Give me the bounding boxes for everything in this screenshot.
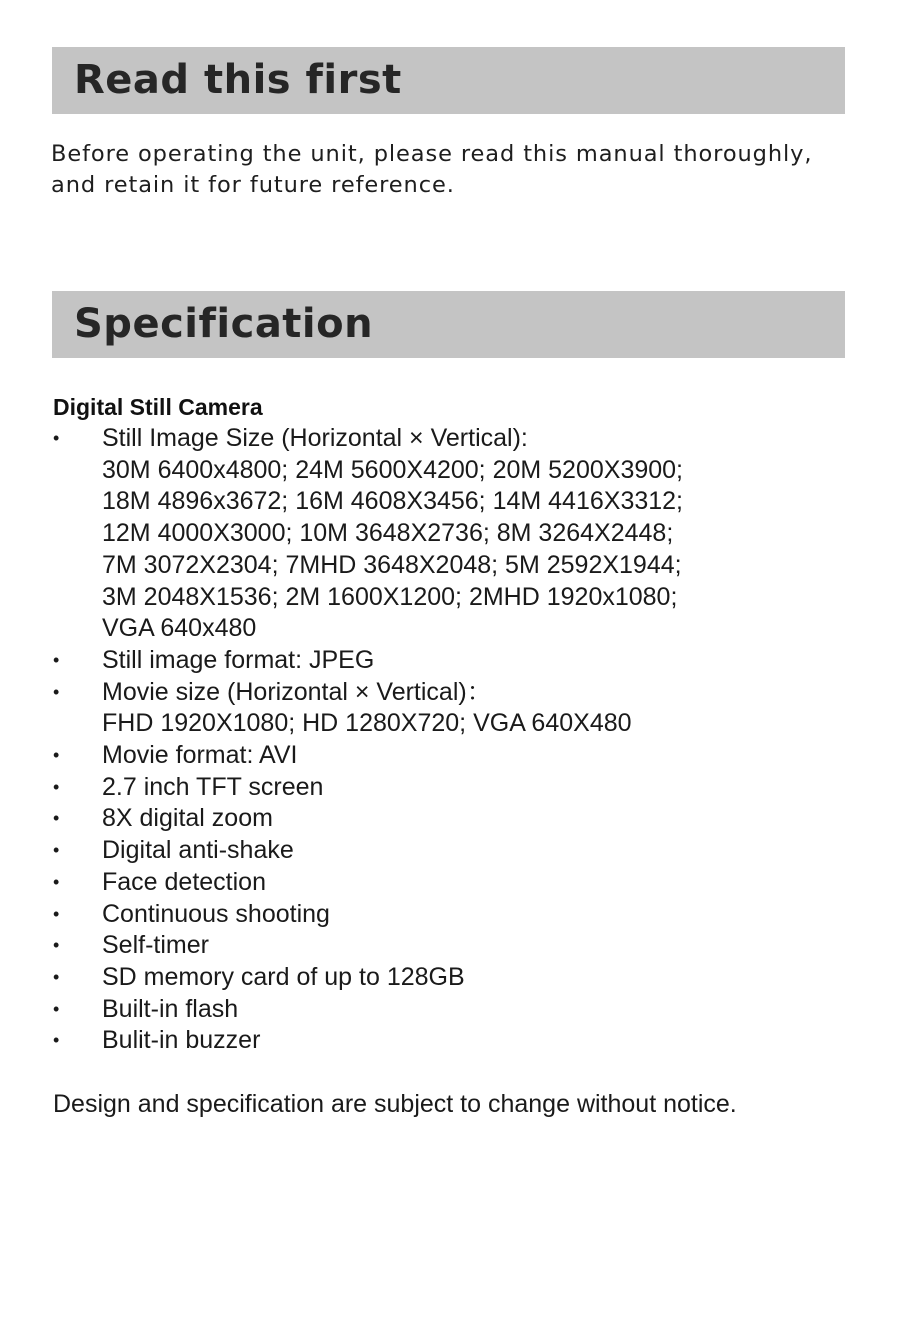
read-first-body-line: and retain it for future reference. [51, 172, 455, 198]
spec-list-item [53, 994, 853, 1026]
spec-item-text: Self-timer [102, 931, 209, 960]
read-first-body-line: Before operating the unit, please read this manual thoroughly, [51, 141, 813, 167]
specification-title: Specification [74, 301, 374, 347]
spec-list-item [53, 899, 853, 931]
bullet-icon: • [53, 935, 60, 956]
read-first-header [52, 47, 845, 114]
bullet-icon: • [53, 966, 60, 987]
spec-item-text: Still image format: JPEG [102, 645, 375, 674]
spec-list [53, 423, 853, 1057]
spec-item-text: Continuous shooting [102, 899, 330, 928]
spec-list-item [53, 677, 853, 740]
spec-list-item [53, 835, 853, 867]
bullet-icon: • [53, 998, 60, 1019]
spec-item-text: 2.7 inch TFT screen [102, 772, 324, 801]
spec-list-item [53, 1025, 853, 1057]
spec-item-text: 7M 3072X2304; 7MHD 3648X2048; 5M 2592X1944; [102, 550, 682, 579]
spec-item-text: Still Image Size (Horizontal × Vertical): [102, 424, 528, 452]
spec-list-item [53, 930, 853, 962]
spec-item-text: 12M 4000X3000; 10M 3648X2736; 8M 3264X2448; [102, 519, 674, 548]
spec-subheading: Digital Still Camera [53, 394, 263, 420]
spec-list-item [53, 423, 853, 645]
spec-list-item [53, 740, 853, 772]
spec-item-text: VGA 640x480 [102, 614, 257, 643]
spec-list-item [53, 772, 853, 804]
bullet-icon: • [53, 1030, 60, 1051]
read-first-title: Read this first [74, 57, 402, 103]
spec-item-text: 18M 4896x3672; 16M 4608X3456; 14M 4416X3312; [102, 487, 684, 516]
spec-item-text: Movie size (Horizontal × Vertical)： [102, 677, 492, 706]
bullet-icon: • [53, 649, 60, 670]
bullet-icon: • [53, 840, 60, 861]
spec-item-text: Digital anti-shake [102, 836, 294, 865]
bullet-icon: • [53, 681, 60, 702]
spec-list-item [53, 645, 853, 677]
bullet-icon: • [53, 776, 60, 797]
specification-header [52, 291, 845, 358]
bullet-icon: • [53, 745, 60, 766]
spec-item-text: Movie format: AVI [102, 741, 298, 770]
spec-footnote: Design and specification are subject to change without notice. [53, 1090, 737, 1118]
spec-item-text: 3M 2048X1536; 2M 1600X1200; 2MHD 1920x1080; [102, 582, 678, 611]
bullet-icon: • [53, 428, 60, 448]
read-first-body [51, 139, 851, 201]
bullet-icon: • [53, 871, 60, 892]
spec-item-text: SD memory card of up to 128GB [102, 962, 465, 991]
bullet-icon: • [53, 808, 60, 829]
spec-item-text: Bulit-in buzzer [102, 1026, 261, 1055]
spec-list-item [53, 962, 853, 994]
spec-item-text: Face detection [102, 867, 266, 896]
bullet-icon: • [53, 903, 60, 924]
spec-item-text: 8X digital zoom [102, 804, 273, 833]
spec-item-text: FHD 1920X1080; HD 1280X720; VGA 640X480 [102, 709, 632, 738]
spec-item-text: Built-in flash [102, 994, 239, 1023]
spec-item-text: 30M 6400x4800; 24M 5600X4200; 20M 5200X3900; [102, 455, 684, 484]
spec-list-item [53, 867, 853, 899]
spec-list-item [53, 803, 853, 835]
